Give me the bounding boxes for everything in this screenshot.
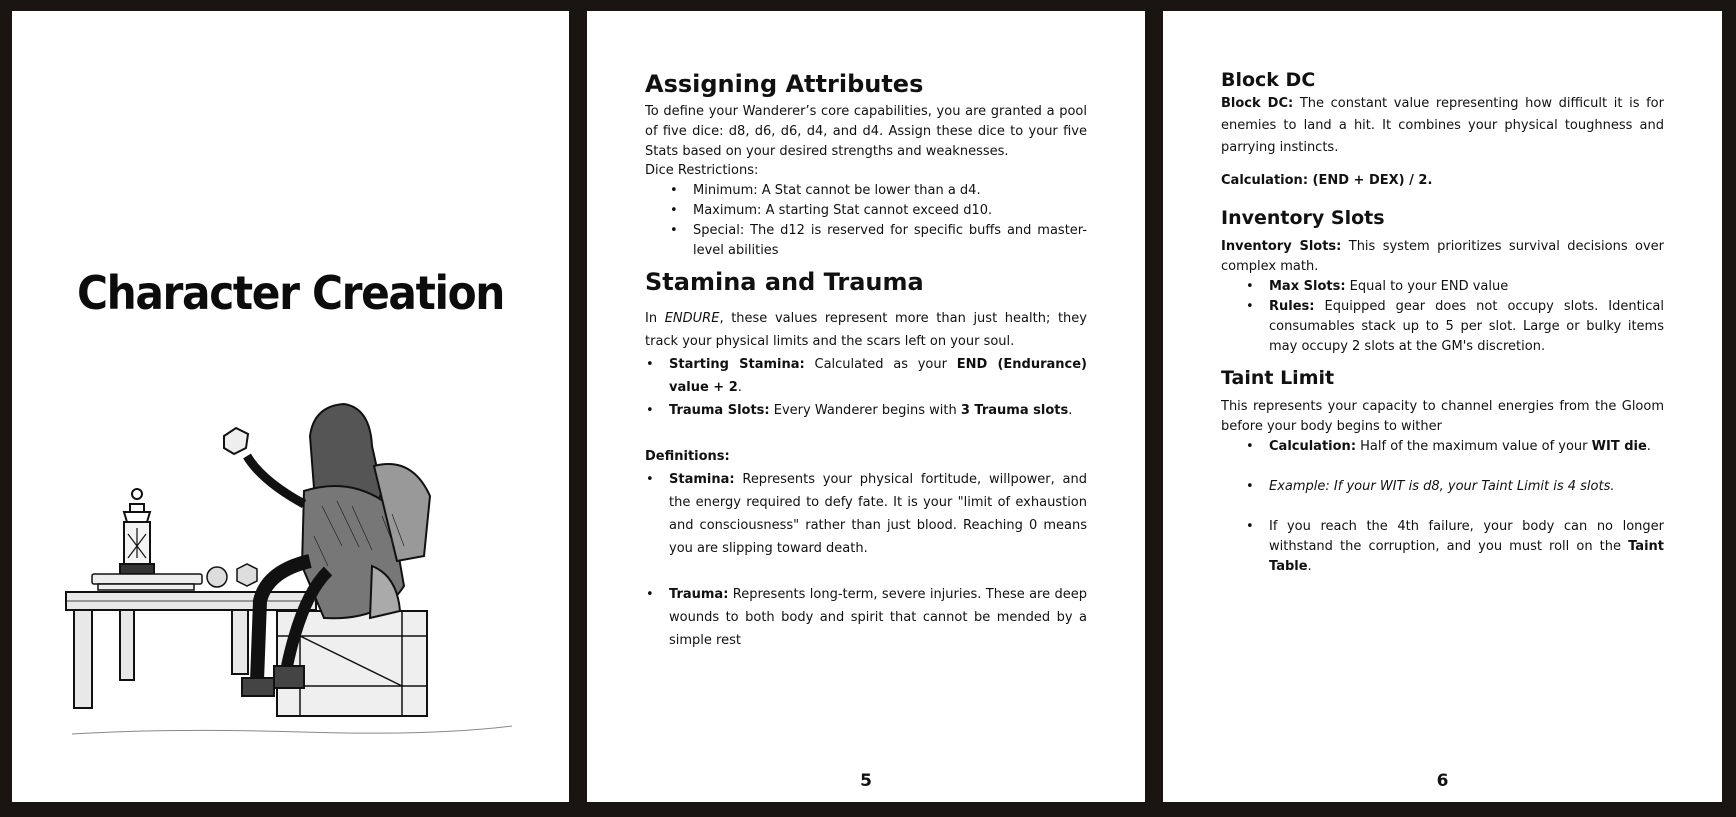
page-6 xyxy=(1163,11,1722,802)
wanderer-illustration xyxy=(52,396,532,766)
dice-restrictions-label: Dice Restrictions: xyxy=(645,163,759,179)
page-5 xyxy=(587,11,1145,802)
taint-failure-item: • If you reach the 4th failure, your body can no longer withstand the corruption, and you must roll on the Taint Table. xyxy=(1269,517,1664,577)
inventory-text: Inventory Slots: This system prioritizes survival decisions over complex math. xyxy=(1221,239,1664,274)
page-6-content xyxy=(1221,67,1664,577)
block-dc-text: Block DC: The constant value representing how difficult it is for enemies to land a hit. It combines your physical toughness and parrying instincts. xyxy=(1221,96,1664,155)
restriction-minimum: • Minimum: A Stat cannot be lower than a d4. xyxy=(693,181,1087,201)
restriction-special: • Special: The d12 is reserved for specific buffs and master-level abilities xyxy=(693,221,1087,261)
definitions-label: Definitions: xyxy=(645,449,730,465)
stamina-list xyxy=(669,353,1087,422)
rules-item: • Rules: Equipped gear does not occupy slots. Identical consumables stack up to 5 per slot. Large or bulky items may occupy 2 slots at the GM's discretion. xyxy=(1269,297,1664,357)
taint-list xyxy=(1269,437,1664,577)
taint-intro: This represents your capacity to channel energies from the Gloom before your body begins to wither xyxy=(1221,399,1664,434)
page-number: 6 xyxy=(1436,771,1449,791)
max-slots-item: • Max Slots: Equal to your END value xyxy=(1269,277,1664,297)
page-number: 5 xyxy=(860,771,872,791)
definitions-list xyxy=(669,468,1087,652)
definition-trauma: • Trauma: Represents long-term, severe injuries. These are deep wounds to both body and spirit that cannot be mended by a simple rest xyxy=(669,583,1087,652)
cover-title: Character Creation xyxy=(76,266,505,320)
heading-taint-limit: Taint Limit xyxy=(1221,367,1335,389)
heading-assigning-attributes: Assigning Attributes xyxy=(645,70,924,98)
inventory-list xyxy=(1269,277,1664,357)
lantern-drawing xyxy=(120,489,154,574)
taint-example-item: • Example: If your WIT is d8, your Taint Limit is 4 slots. xyxy=(1269,477,1664,497)
heading-stamina-trauma: Stamina and Trauma xyxy=(645,268,924,297)
definition-stamina: • Stamina: Represents your physical fortitude, willpower, and the energy required to defy fate. It is your "limit of exhaustion and consciousness" rather than just blood. Reaching 0 means you are slipping toward death. xyxy=(669,468,1087,560)
cover-page xyxy=(12,11,569,802)
stamina-intro: In ENDURE, these values represent more than just health; they track your physical limits and the scars left on your soul. xyxy=(645,311,1087,350)
dice-restrictions-list xyxy=(693,181,1087,260)
taint-calculation-item: • Calculation: Half of the maximum value of your WIT die. xyxy=(1269,437,1664,457)
starting-stamina-item: • Starting Stamina: Calculated as your END (Endurance) value + 2. xyxy=(669,353,1087,399)
heading-block-dc: Block DC xyxy=(1221,69,1316,91)
page-5-content xyxy=(645,69,1087,652)
block-dc-calculation: Calculation: (END + DEX) / 2. xyxy=(1221,173,1433,188)
trauma-slots-item: • Trauma Slots: Every Wanderer begins with 3 Trauma slots. xyxy=(669,399,1087,422)
assigning-intro: To define your Wanderer’s core capabilities, you are granted a pool of five dice: d8, d6, d6, d4, and d4. Assign these dice to your five Stats based on your desired strengths and weaknesses. xyxy=(645,104,1087,159)
heading-inventory-slots: Inventory Slots xyxy=(1221,207,1385,229)
restriction-maximum: • Maximum: A starting Stat cannot exceed d10. xyxy=(693,201,1087,221)
